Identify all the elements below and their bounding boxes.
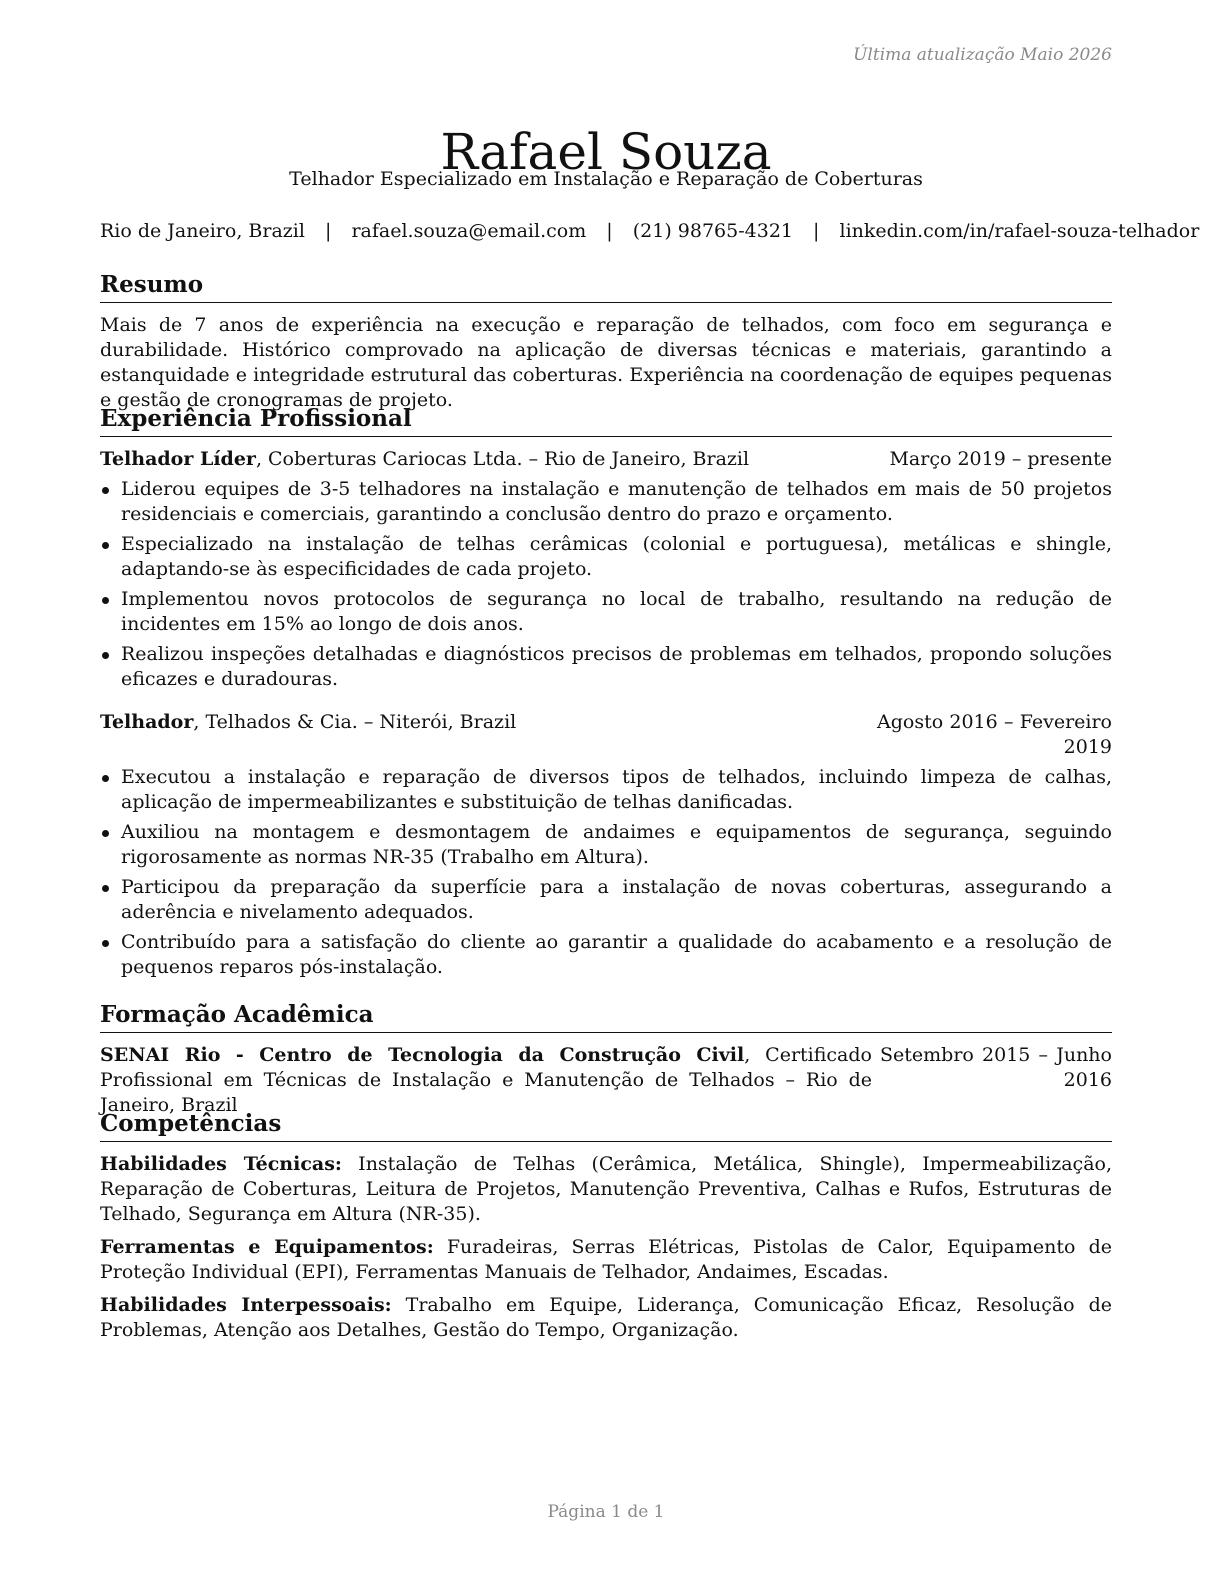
bullet-text: Especializado na instalação de telhas cerâmicas (colonial e portuguesa), metálicas e shingle, adaptando-se às especificidades de cada projeto. [121,533,1112,580]
bullet-item [100,532,1112,582]
skill-text: Instalação de Telhas (Cerâmica, Metálica, Shingle), Impermeabilização, Reparação de Coberturas, Leitura de Projetos, Manutenção Preventiva, Calhas e Rufos, Estruturas de Telhado, Segurança em Altura (NR-35). [100,1153,1112,1225]
section-title-skills: Competências [100,1109,1112,1142]
headline: Telhador Especializado em Instalação e Reparação de Coberturas [289,168,923,190]
job-dates: Agosto 2016 – Fevereiro 2019 [877,711,1112,758]
job-entry [100,710,1112,980]
job-company: , Telhados & Cia. – Niterói, Brazil [193,711,517,733]
bullet-item [100,642,1112,692]
bullet-item [100,587,1112,637]
bullet-text: Auxiliou na montagem e desmontagem de andaimes e equipamentos de segurança, seguindo rigorosamente as normas NR-35 (Trabalho em Altura). [121,821,1112,868]
contact-separator: | [606,220,613,242]
job-header [100,710,1112,760]
page-number: Página 1 de 1 [547,1502,665,1522]
skill-label: Habilidades Interpessoais: [100,1294,392,1316]
bullet-text: Participou da preparação da superfície para a instalação de novas coberturas, assegurando a aderência e nivelamento adequados. [121,876,1112,923]
bullet-item [100,930,1112,980]
bullet-item [100,477,1112,527]
skill-text: Trabalho em Equipe, Liderança, Comunicação Eficaz, Resolução de Problemas, Atenção aos Detalhes, Gestão do Tempo, Organização. [100,1294,1112,1341]
education-institution: SENAI Rio - Centro de Tecnologia da Construção Civil [100,1044,745,1066]
job-entry [100,447,1112,692]
section-title-education: Formação Acadêmica [100,1000,1112,1033]
bullet-text: Contribuído para a satisfação do cliente ao garantir a qualidade do acabamento e a resolução de pequenos reparos pós-instalação. [121,931,1112,978]
contact-phone: (21) 98765-4321 [632,220,793,242]
bullet-item [100,875,1112,925]
experience-section [100,404,1112,985]
job-role: Telhador [100,711,194,733]
bullet-dot-icon [102,542,109,549]
resume-page [100,0,1200,1584]
skill-label: Habilidades Técnicas: [100,1153,342,1175]
bullet-text: Executou a instalação e reparação de diversos tipos de telhados, incluindo limpeza de calhas, aplicação de impermeabilizantes e substituição de telhas danificadas. [121,766,1112,813]
bullet-text: Implementou novos protocolos de segurança no local de trabalho, resultando na redução de incidentes em 15% ao longo de dois anos. [121,588,1112,635]
bullet-dot-icon [102,830,109,837]
job-bullets [100,477,1112,692]
bullet-dot-icon [102,775,109,782]
bullet-dot-icon [102,885,109,892]
bullet-item [100,820,1112,870]
education-detail: , Certificado Profissional em Técnicas de Instalação e Manutenção de Telhados – Rio de Janeiro, Brazil [100,1044,872,1116]
bullet-dot-icon [102,940,109,947]
bullet-dot-icon [102,597,109,604]
contact-linkedin[interactable]: linkedin.com/in/rafael-souza-telhador [839,220,1200,242]
summary-section [100,270,1112,413]
job-bullets [100,765,1112,980]
skill-text: Furadeiras, Serras Elétricas, Pistolas de Calor, Equipamento de Proteção Individual (EPI), Ferramentas Manuais de Telhador, Andaimes, Escadas. [100,1236,1112,1283]
job-header [100,447,1112,472]
bullet-dot-icon [102,487,109,494]
section-title-experience: Experiência Profissional [100,404,1112,437]
education-section [100,1000,1112,1118]
candidate-name: Rafael Souza [440,122,772,181]
job-company: , Coberturas Cariocas Ltda. – Rio de Janeiro, Brazil [255,448,750,470]
job-role: Telhador Líder [100,448,256,470]
bullet-text: Liderou equipes de 3-5 telhadores na instalação e manutenção de telhados em mais de 50 projetos residenciais e comerciais, garantindo a conclusão dentro do prazo e orçamento. [121,478,1112,525]
contact-line [100,219,1200,244]
job-dates: Março 2019 – presente [889,448,1112,470]
education-dates: Setembro 2015 – Junho 2016 [880,1044,1112,1091]
skill-group [100,1235,1112,1285]
skill-group [100,1293,1112,1343]
bullet-item [100,765,1112,815]
skill-group [100,1152,1112,1227]
skill-label: Ferramentas e Equipamentos: [100,1236,434,1258]
contact-separator: | [325,220,332,242]
section-title-summary: Resumo [100,270,1112,303]
last-updated: Última atualização Maio 2026 [853,45,1112,65]
bullet-text: Realizou inspeções detalhadas e diagnósticos precisos de problemas em telhados, propondo soluções eficazes e duradouras. [121,643,1112,690]
summary-text: Mais de 7 anos de experiência na execução e reparação de telhados, com foco em segurança e durabilidade. Histórico comprovado na aplicação de diversas técnicas e materiais, garantindo a estanquidade e integridade estrutural das coberturas. Experiência na coordenação de equipes pequenas e gestão de cronogramas de projeto. [100,314,1112,411]
education-entry [100,1043,1112,1118]
skills-section [100,1109,1112,1351]
contact-separator: | [813,220,820,242]
contact-email[interactable]: rafael.souza@email.com [351,220,587,242]
contact-location: Rio de Janeiro, Brazil [100,220,305,242]
bullet-dot-icon [102,652,109,659]
